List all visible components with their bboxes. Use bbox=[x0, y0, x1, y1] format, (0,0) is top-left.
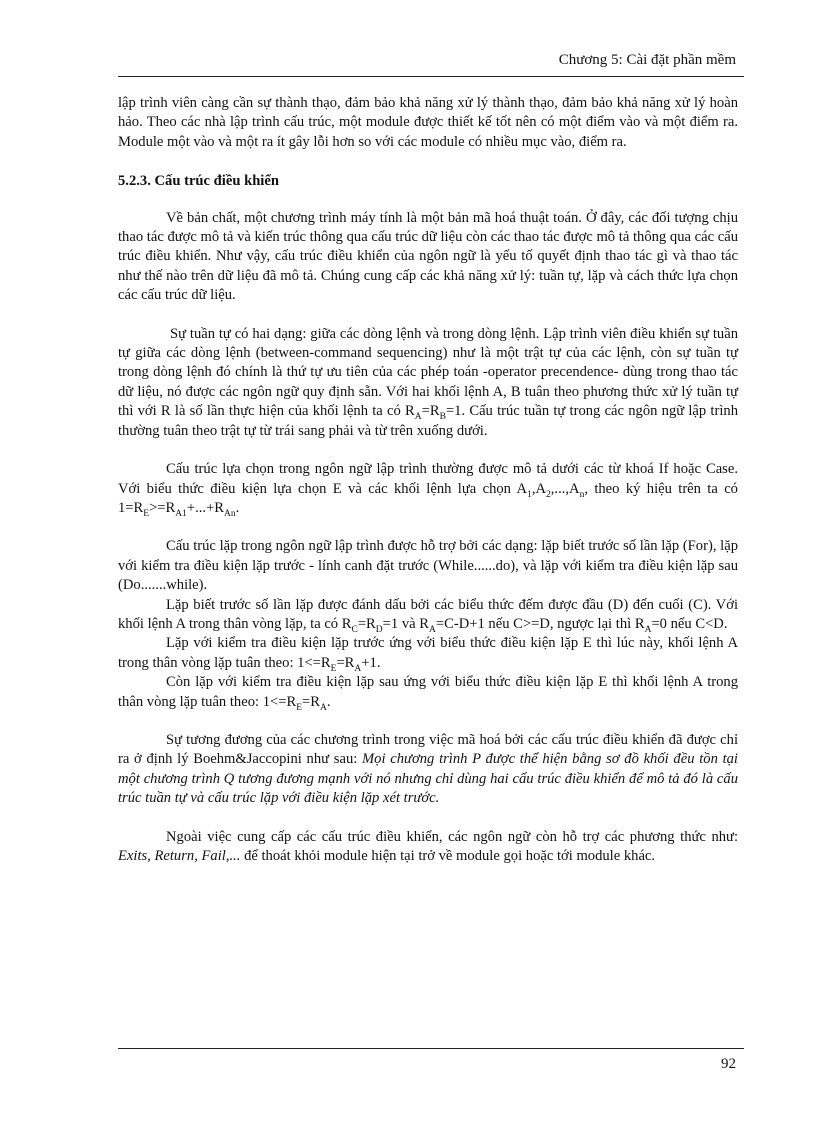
section-heading: 5.2.3. Cấu trúc điều khiển bbox=[118, 173, 279, 190]
paragraph-boehm-jacopini: Sự tương đương của các chương trình trong việc mã hoá bởi các cấu trúc điều khiển đã được chỉ ra ở định lý Boehm&Jaccopini như sau: Mọi chương trình P được thể hiện bằng sơ đồ khối đều tồn tại một chương trình Q tương đương mạnh với nó nhưng chỉ dùng hai cấu trúc điều khiển để mô tả đó là cấu trúc tuần tự và cấu trúc lặp với điều kiện lặp xét trước. bbox=[118, 731, 738, 807]
page-footer bbox=[118, 1048, 744, 1072]
document-body bbox=[118, 94, 738, 866]
paragraph-exits: Ngoài việc cung cấp các cấu trúc điều khiển, các ngôn ngữ còn hỗ trợ các phương thức như: Exits, Return, Fail,... để thoát khỏi module hiện tại trở về module gọi hoặc tới module khác. bbox=[118, 828, 738, 864]
paragraph-nature: Về bản chất, một chương trình máy tính là một bản mã hoá thuật toán. Ở đây, các đối tượng chịu thao tác được mô tả và kiến trúc thông qua cấu trúc dữ liệu còn các thao tác được mô tả thông qua các cấu trúc điều khiển. Như vậy, cấu trúc điều khiển của ngôn ngữ là yếu tố quyết định thao tác gì và thao tác như thế nào trên dữ liệu đã mô tả. Chúng cung cấp các khả năng xử lý: tuần tự, lặp và cách thức lựa chọn các cấu trúc dữ liệu. bbox=[118, 209, 738, 304]
page-header bbox=[118, 52, 744, 77]
paragraph-for-loop: Lặp biết trước số lần lặp được đánh dấu bởi các biểu thức đếm được đầu (D) đến cuối (C). Với khối lệnh A trong thân vòng lặp, ta có $R_C=R_D=1$ và $R_A=C-D+1$ nếu C>=D, ngược lại thì $R_A=0$ nếu C<D. bbox=[118, 596, 738, 635]
paragraph-loop: Cấu trúc lặp trong ngôn ngữ lập trình được hỗ trợ bởi các dạng: lặp biết trước số lần lặp (For), lặp với kiểm tra điều kiện lặp trước - lính canh đặt trước (While......do), và lặp với kiểm tra điều kiện lặp sau (Do.......while). bbox=[118, 538, 738, 594]
paragraph-do-while-loop: Còn lặp với kiểm tra điều kiện lặp sau ứng với biểu thức điều kiện lặp E thì khối lệnh A trong thân vòng lặp tuân theo: $1<=R_E=R_A$. bbox=[118, 674, 738, 713]
paragraph-selection: Cấu trúc lựa chọn trong ngôn ngữ lập trình thường được mô tả dưới các từ khoá If hoặc Case. Với biểu thức điều kiện lựa chọn E và các khối lệnh lựa chọn $A_1,A_2,...,A_n$, theo ký hiệu trên ta có $1=R_E>=R_{A1}+...+R_{An}$. bbox=[118, 461, 738, 519]
paragraph-intro: lập trình viên càng cần sự thành thạo, đảm bảo khả năng xử lý thành thạo, đảm bảo khả năng xử lý hoàn hảo. Theo các nhà lập trình cấu trúc, một module được thiết kế tốt nên có một điểm vào và một điểm ra. Module một vào và một ra ít gây lỗi hơn so với các module có nhiều mục vào, điểm ra. bbox=[118, 95, 738, 150]
paragraph-sequence: Sự tuần tự có hai dạng: giữa các dòng lệnh và trong dòng lệnh. Lập trình viên điều khiển sự tuần tự giữa các dòng lệnh (between-command sequencing) như là một trật tự của các lệnh, còn sự tuần tự trong dòng lệnh đó chính là thứ tự ưu tiên của các phép toán -operator precendence- dùng trong thao tác dữ liệu, nó được các ngôn ngữ quy định sẵn. Với hai khối lệnh A, B tuân theo phương thức xử lý tuần tự thì với R là số lần thực hiện của khối lệnh ta có $R_A=R_B=1$. Cấu trúc tuần tự trong các ngôn ngữ lập trình thường tuân theo trật tự từ trái sang phải và từ trên xuống dưới. bbox=[118, 325, 738, 439]
paragraph-while-loop: Lặp với kiểm tra điều kiện lặp trước ứng với biểu thức điều kiện lặp E thì lúc này, khối lệnh A trong thân vòng lặp tuân theo: $1<=R_E=R_A+1$. bbox=[118, 635, 738, 674]
page-number: 92 bbox=[721, 1056, 736, 1072]
chapter-title: Chương 5: Cài đặt phần mềm bbox=[558, 52, 736, 68]
